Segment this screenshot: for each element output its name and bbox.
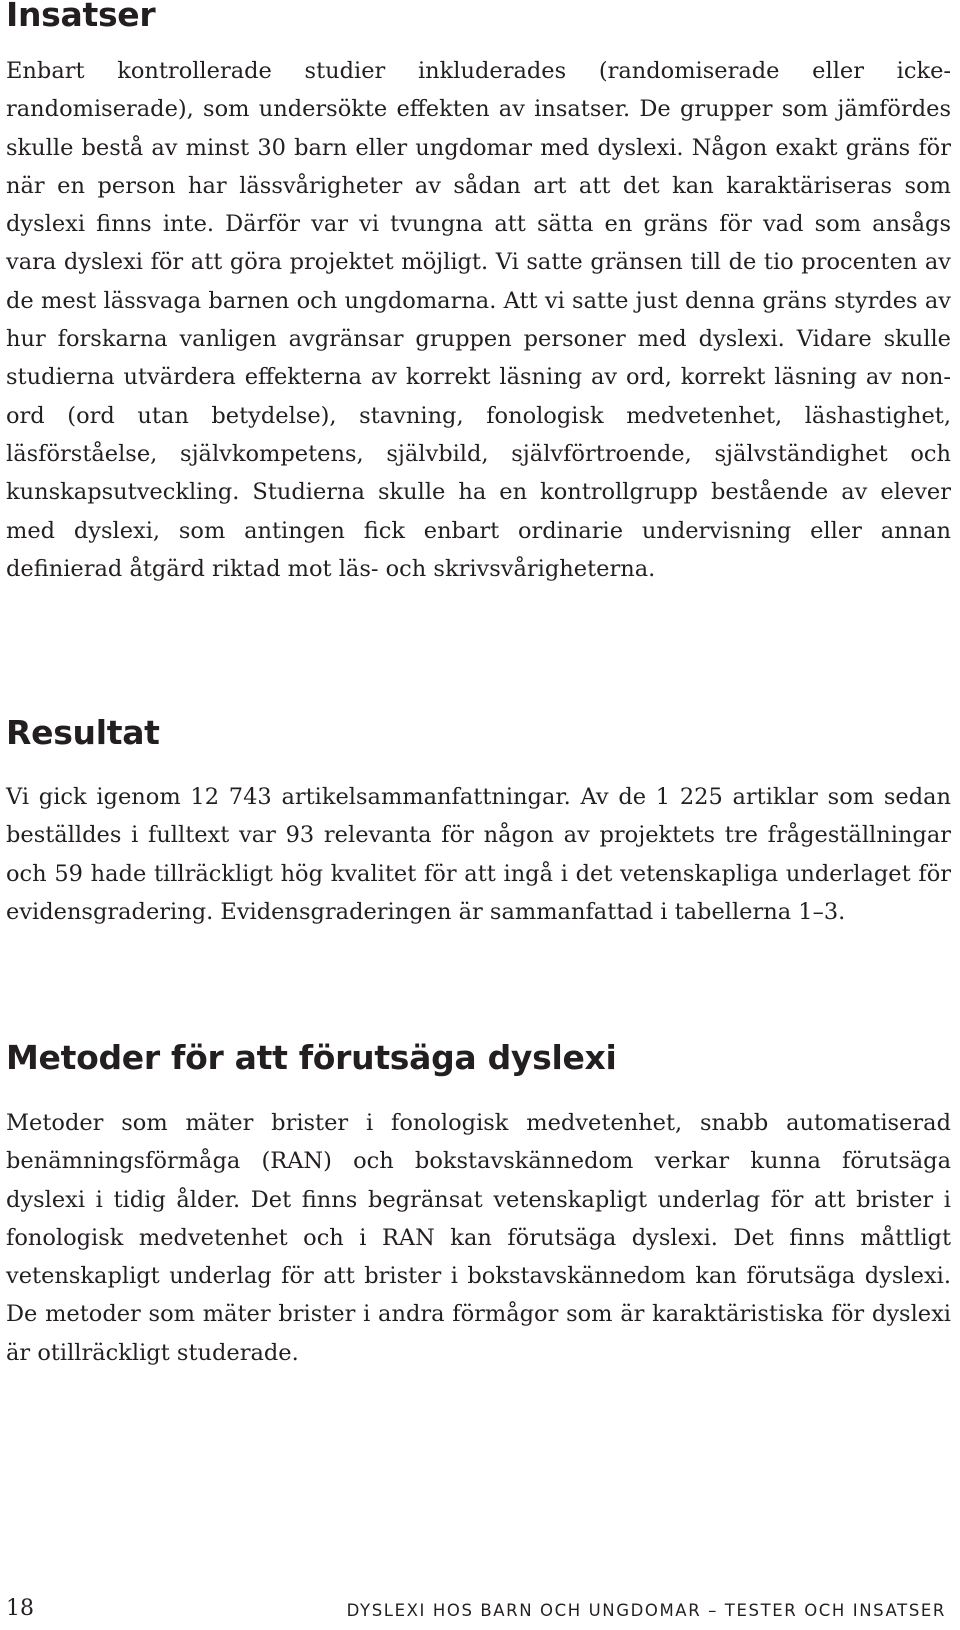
page-number: 18 (6, 1596, 34, 1621)
page-footer (0, 1596, 960, 1626)
section-body-insatser (6, 52, 951, 588)
section-heading-resultat: Resultat (6, 713, 160, 752)
section-body-metoder (6, 1104, 951, 1372)
paragraph-insatser: Enbart kontrollerade studier inkluderades (randomiserade eller icke-randomiserade), som undersökte effekten av insatser. De grupper som jämfördes skulle bestå av minst 30 barn eller ungdomar med dyslexi. Någon exakt gräns för när en person har lässvårigheter av sådan art att det kan karaktäriseras som dyslexi finns inte. Därför var vi tvungna att sätta en gräns för vad som ansågs vara dyslexi för att göra projektet möjligt. Vi satte gränsen till de tio procenten av de mest lässvaga barnen och ungdomarna. Att vi satte just denna gräns styrdes av hur forskarna vanligen avgränsar gruppen personer med dyslexi. Vidare skulle studierna utvärdera effekterna av korrekt läsning av ord, korrekt läsning av non-ord (ord utan betydelse), stavning, fonologisk medvetenhet, läshastighet, läsförståelse, självkompetens, självbild, självförtroende, självständighet och kunskapsutveckling. Studierna skulle ha en kontrollgrupp bestående av elever med dyslexi, som antingen fick enbart ordinarie undervisning eller annan definierad åtgärd riktad mot läs- och skrivsvårigheterna. (6, 58, 951, 582)
section-heading-metoder: Metoder för att förutsäga dyslexi (6, 1038, 617, 1077)
section-body-resultat (6, 778, 951, 931)
running-title: DYSLEXI HOS BARN OCH UNGDOMAR – TESTER OCH INSATSER (346, 1601, 946, 1620)
paragraph-metoder: Metoder som mäter brister i fonologisk medvetenhet, snabb automatiserad benämningsförmåga (RAN) och bokstavskännedom verkar kunna förutsäga dyslexi i tidig ålder. Det finns begränsat vetenskapligt underlag för att brister i fonologisk medvetenhet och i RAN kan förutsäga dyslexi. Det finns måttligt vetenskapligt underlag för att brister i bokstavskännedom kan förutsäga dyslexi. De metoder som mäter brister i andra förmågor som är karaktäristiska för dyslexi är otillräckligt studerade. (6, 1110, 951, 1366)
paragraph-resultat: Vi gick igenom 12 743 artikelsammanfattningar. Av de 1 225 artiklar som sedan beställdes i fulltext var 93 relevanta för någon av projektets tre frågeställningar och 59 hade tillräckligt hög kvalitet för att ingå i det vetenskapliga underlaget för evidensgradering. Evidensgraderingen är sammanfattad i tabellerna 1–3. (6, 784, 951, 925)
section-heading-insatser: Insatser (6, 0, 156, 34)
